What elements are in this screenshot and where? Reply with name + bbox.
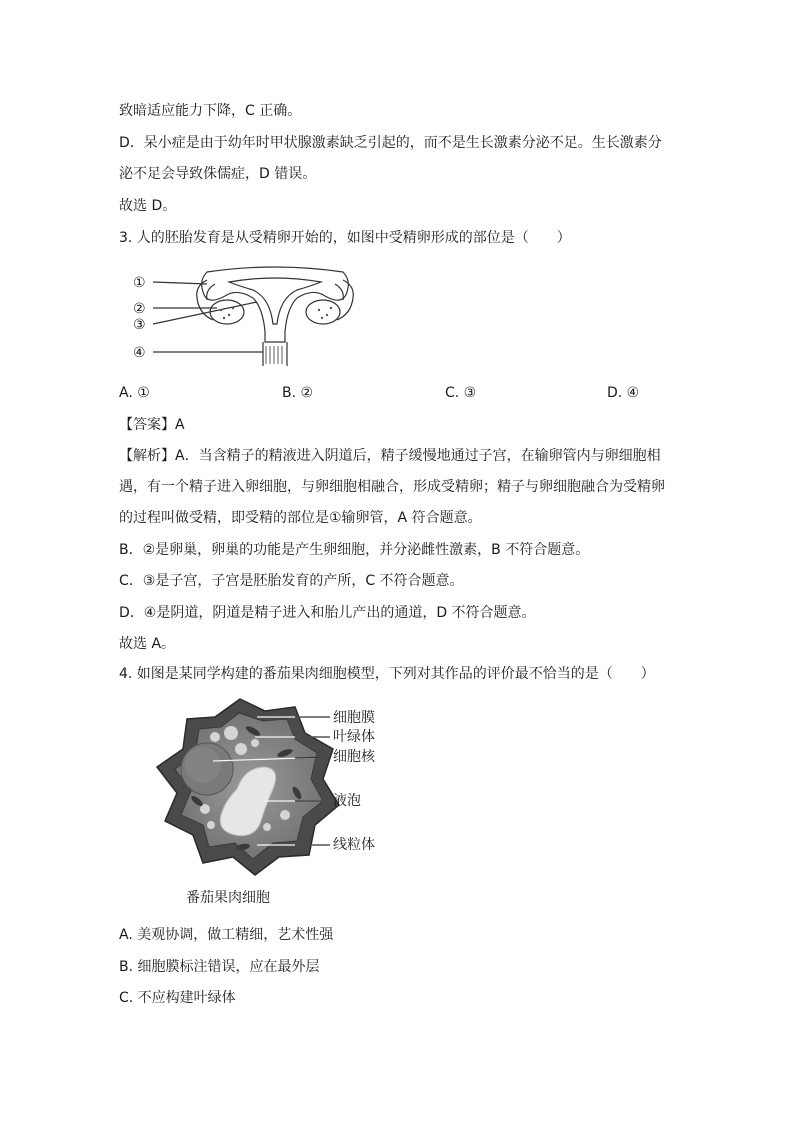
female-reproductive-system-figure <box>125 262 365 372</box>
analysis-line: 【解析】A．当含精子的精液进入阴道后，精子缓慢地通过子宫，在输卵管内与卵细胞相 <box>119 448 661 464</box>
text-line: 泌不足会导致侏儒症，D 错误。 <box>119 166 317 182</box>
option-b: B. ② <box>282 385 314 401</box>
option-c: C. 不应构建叶绿体 <box>119 990 236 1006</box>
question-4-stem: 4. 如图是某同学构建的番茄果肉细胞模型，下列对其作品的评价最不恰当的是（ ） <box>119 666 655 682</box>
analysis-line: 故选 A。 <box>119 636 176 652</box>
text-line: 致暗适应能力下降，C 正确。 <box>119 103 302 119</box>
tomato-cell-model-figure <box>145 697 345 877</box>
answer: 【答案】A <box>119 417 185 433</box>
cell-label-nucleus: 细胞核 <box>333 749 375 765</box>
text-line: D．呆小症是由于幼年时甲状腺激素缺乏引起的，而不是生长激素分泌不足。生长激素分 <box>119 135 662 151</box>
figure-marker: ② <box>133 301 146 317</box>
analysis-line: B．②是卵巢，卵巢的功能是产生卵细胞，并分泌雌性激素，B 不符合题意。 <box>119 542 590 558</box>
analysis-line: 的过程叫做受精，即受精的部位是①输卵管，A 符合题意。 <box>119 510 482 526</box>
figure-marker: ① <box>133 275 146 291</box>
text-line: 故选 D。 <box>119 198 177 214</box>
cell-label-vacuole: 液泡 <box>333 793 361 809</box>
analysis-line: D．④是阴道，阴道是精子进入和胎儿产出的通道，D 不符合题意。 <box>119 605 536 621</box>
figure-marker: ③ <box>133 317 146 333</box>
cell-label-mitochondria: 线粒体 <box>333 837 375 853</box>
option-d: D. ④ <box>607 385 640 401</box>
option-a: A. ① <box>119 385 150 401</box>
figure-caption: 番茄果肉细胞 <box>186 890 270 906</box>
option-b: B. 细胞膜标注错误，应在最外层 <box>119 959 320 975</box>
analysis-line: C．③是子宫，子宫是胚胎发育的产所，C 不符合题意。 <box>119 573 464 589</box>
option-c: C. ③ <box>445 385 477 401</box>
analysis-line: 遇，有一个精子进入卵细胞，与卵细胞相融合，形成受精卵；精子与卵细胞融合为受精卵 <box>119 479 665 495</box>
cell-label-membrane: 细胞膜 <box>333 710 375 726</box>
option-a: A. 美观协调，做工精细，艺术性强 <box>119 927 334 943</box>
figure-marker: ④ <box>133 345 146 361</box>
question-3-stem: 3. 人的胚胎发育是从受精卵开始的，如图中受精卵形成的部位是（ ） <box>119 230 571 246</box>
cell-label-chloroplast: 叶绿体 <box>333 729 375 745</box>
